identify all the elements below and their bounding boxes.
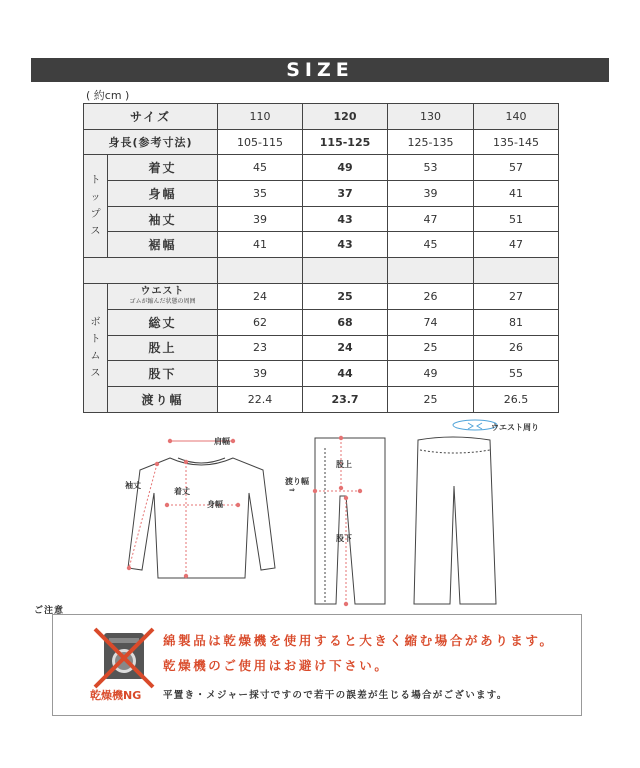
- notice-heading: ご注意: [34, 606, 65, 616]
- table-cell: 39: [218, 206, 303, 232]
- table-cell: 62: [218, 309, 303, 335]
- size-col: 120: [303, 104, 388, 130]
- row-label: 総丈: [108, 309, 218, 335]
- bottoms-group-label: ボ ト ム ス: [84, 284, 108, 412]
- table-cell: 39: [388, 181, 474, 207]
- table-cell: 47: [474, 232, 559, 258]
- page-title: SIZE: [31, 58, 609, 82]
- table-cell: 49: [303, 155, 388, 181]
- table-separator: [84, 258, 559, 284]
- table-cell: 57: [474, 155, 559, 181]
- notice-line-2: 乾燥機のご使用はお避け下さい。: [163, 658, 390, 673]
- table-cell: 27: [474, 284, 559, 310]
- height-cell: 115-125: [303, 129, 388, 155]
- top-garment-icon: [128, 458, 275, 578]
- table-cell: 49: [388, 361, 474, 387]
- table-row: [84, 309, 559, 335]
- table-row: [84, 155, 559, 181]
- body-width-label: 身幅: [207, 500, 223, 509]
- table-cell: 23: [218, 335, 303, 361]
- table-row: [84, 206, 559, 232]
- row-label: ウエスト ゴムが縮んだ状態の周囲: [108, 284, 218, 310]
- table-cell: 45: [388, 232, 474, 258]
- size-col: 140: [474, 104, 559, 130]
- table-cell: 81: [474, 309, 559, 335]
- table-cell: 45: [218, 155, 303, 181]
- waist-around-label: ウエスト周り: [491, 423, 539, 432]
- height-header: 身長(参考寸法): [84, 129, 218, 155]
- table-cell: 41: [218, 232, 303, 258]
- size-col: 110: [218, 104, 303, 130]
- rise-label: 股上: [336, 460, 352, 469]
- tops-group-label: ト ッ プ ス: [84, 155, 108, 258]
- notice-line-3: 平置き・メジャー採寸ですので若干の誤差が生じる場合がございます。: [163, 690, 508, 701]
- length-label: 着丈: [174, 487, 190, 496]
- row-label: 着丈: [108, 155, 218, 181]
- row-label: 身幅: [108, 181, 218, 207]
- table-row: [84, 104, 559, 130]
- height-cell: 135-145: [474, 129, 559, 155]
- row-label: 股下: [108, 361, 218, 387]
- table-row: [84, 335, 559, 361]
- table-cell: 74: [388, 309, 474, 335]
- table-row: [84, 284, 559, 310]
- table-cell: 37: [303, 181, 388, 207]
- thigh-label: 渡り幅: [285, 477, 309, 486]
- pants-full-icon: [414, 437, 496, 604]
- table-cell: 25: [303, 284, 388, 310]
- table-cell: 43: [303, 206, 388, 232]
- table-cell: 53: [388, 155, 474, 181]
- table-cell: 41: [474, 181, 559, 207]
- table-cell: 55: [474, 361, 559, 387]
- table-cell: 24: [303, 335, 388, 361]
- row-label: 裾幅: [108, 232, 218, 258]
- table-cell: 47: [388, 206, 474, 232]
- table-cell: 26: [474, 335, 559, 361]
- shoulder-label: 肩幅: [214, 437, 230, 446]
- table-cell: 68: [303, 309, 388, 335]
- table-cell: 26.5: [474, 386, 559, 412]
- table-row: [84, 361, 559, 387]
- notice-line-1: 綿製品は乾燥機を使用すると大きく縮む場合があります。: [163, 633, 555, 648]
- table-cell: 26: [388, 284, 474, 310]
- unit-note: ( 約cm ): [86, 89, 130, 102]
- inseam-label: 股下: [336, 534, 352, 543]
- size-header: サイズ: [84, 104, 218, 130]
- table-cell: 22.4: [218, 386, 303, 412]
- height-cell: 125-135: [388, 129, 474, 155]
- sleeve-label: 袖丈: [125, 481, 141, 490]
- row-label: 袖丈: [108, 206, 218, 232]
- notice-box: [52, 614, 582, 716]
- table-cell: 25: [388, 386, 474, 412]
- table-cell: 25: [388, 335, 474, 361]
- measurement-diagram: [100, 418, 580, 608]
- table-cell: 23.7: [303, 386, 388, 412]
- table-row: [84, 386, 559, 412]
- size-table: [83, 103, 559, 413]
- table-cell: 39: [218, 361, 303, 387]
- no-dryer-icon: [91, 625, 157, 691]
- table-cell: 35: [218, 181, 303, 207]
- row-label: 股上: [108, 335, 218, 361]
- table-row: [84, 129, 559, 155]
- table-cell: 44: [303, 361, 388, 387]
- thigh-arrow-icon: ⇒: [289, 486, 295, 494]
- table-row: [84, 232, 559, 258]
- dryer-ng-label: 乾燥機NG: [90, 689, 142, 702]
- table-cell: 24: [218, 284, 303, 310]
- table-cell: 43: [303, 232, 388, 258]
- table-row: [84, 181, 559, 207]
- height-cell: 105-115: [218, 129, 303, 155]
- garment-illustration: [100, 418, 580, 608]
- row-label: 渡り幅: [108, 386, 218, 412]
- size-col: 130: [388, 104, 474, 130]
- table-cell: 51: [474, 206, 559, 232]
